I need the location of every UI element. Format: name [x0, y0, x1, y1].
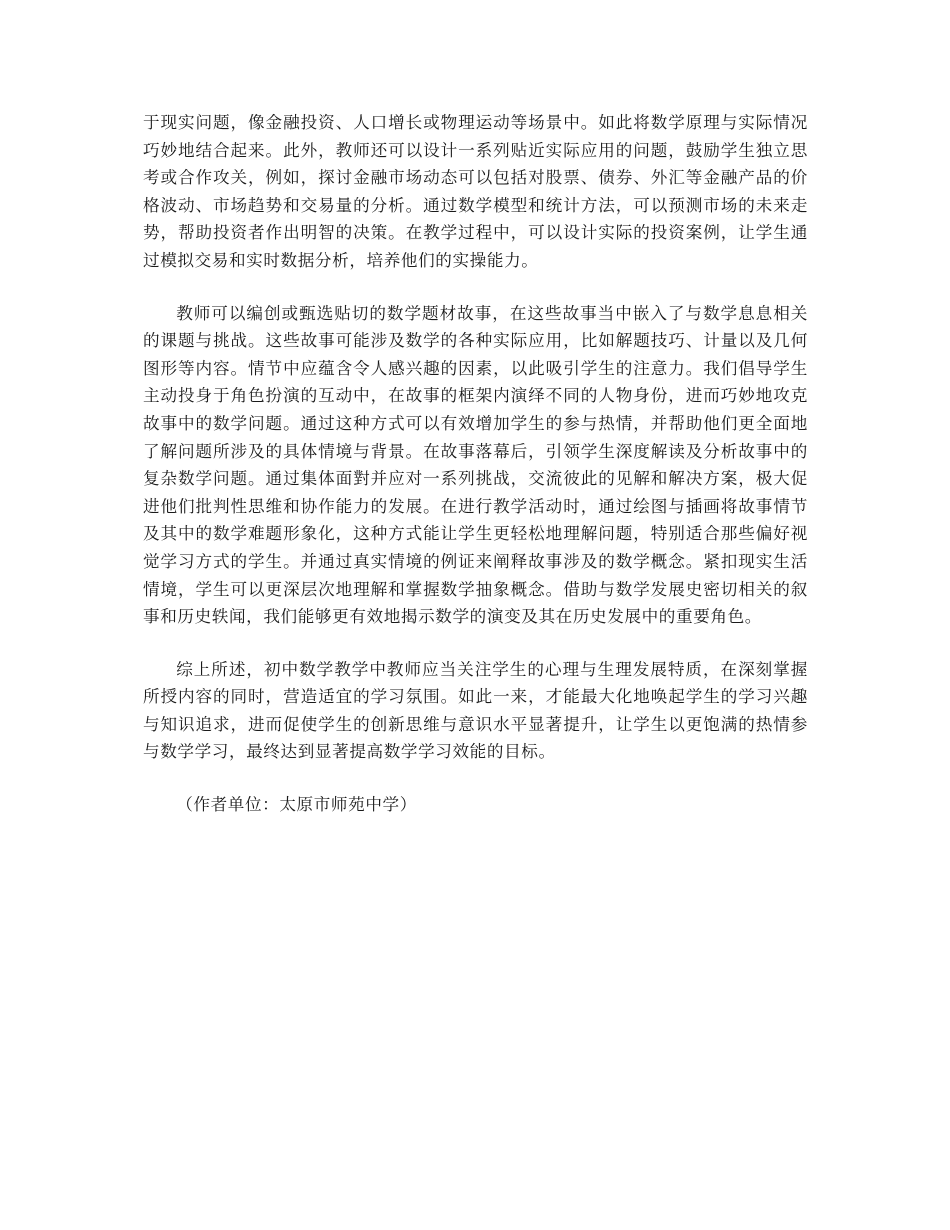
- paragraph-2: 教师可以编创或甄选贴切的数学题材故事，在这些故事当中嵌入了与数学息息相关的课题与挑战。这些故事可能涉及数学的各种实际应用，比如解题技巧、计量以及几何图形等内容。情节中应蕴含令人感兴趣的因素，以此吸引学生的注意力。我们倡导学生主动投身于角色扮演的互动中，在故事的框架内演绎不同的人物身份，进而巧妙地攻克故事中的数学问题。通过这种方式可以有效增加学生的参与热情，并帮助他们更全面地了解问题所涉及的具体情境与背景。在故事落幕后，引领学生深度解读及分析故事中的复杂数学问题。通过集体面對并应对一系列挑战，交流彼此的见解和解决方案，极大促进他们批判性思维和协作能力的发展。在进行教学活动时，通过绘图与插画将故事情节及其中的数学难题形象化，这种方式能让学生更轻松地理解问题，特别适合那些偏好视觉学习方式的学生。并通过真实情境的例证来阐释故事涉及的数学概念。紧扣现实生活情境，学生可以更深层次地理解和掌握数学抽象概念。借助与数学发展史密切相关的叙事和历史轶闻，我们能够更有效地揭示数学的演变及其在历史发展中的重要角色。: [143, 303, 808, 627]
- paragraph-3: 综上所述，初中数学教学中教师应当关注学生的心理与生理发展特质，在深刻掌握所授内容的同时，营造适宜的学习氛围。如此一来，才能最大化地唤起学生的学习兴趣与知识追求，进而促使学生的创新思维与意识水平显著提升，让学生以更饱满的热情参与数学学习，最终达到显著提高数学学习效能的目标。: [143, 659, 808, 762]
- author-unit: （作者单位：太原市师苑中学）: [176, 795, 417, 815]
- paragraph-1: 于现实问题，像金融投资、人口增长或物理运动等场景中。如此将数学原理与实际情况巧妙地结合起来。此外，教师还可以设计一系列贴近实际应用的问题，鼓励学生独立思考或合作攻关，例如，探讨金融市场动态可以包括对股票、债券、外汇等金融产品的价格波动、市场趋势和交易量的分析。通过数学模型和统计方法，可以预测市场的未来走势，帮助投资者作出明智的决策。在教学过程中，可以设计实际的投资案例，让学生通过模拟交易和实时数据分析，培养他们的实操能力。: [143, 113, 808, 270]
- article-body: [143, 109, 808, 819]
